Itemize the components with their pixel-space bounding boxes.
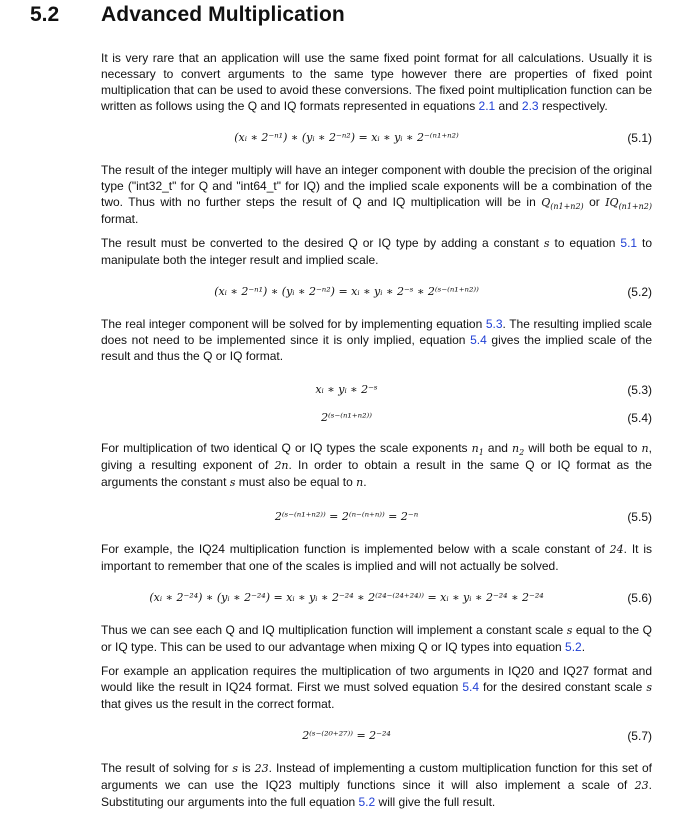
text-run: . It is important to remember that one of the scales is implied and will not actually be solved.: [101, 542, 653, 573]
equation-reference-link[interactable]: 5.4: [470, 333, 487, 347]
equation-5-4: [101, 408, 652, 428]
math-symbol: n: [641, 442, 649, 455]
text-run: to manipulate both the integer result and implied scale.: [101, 236, 653, 267]
math-symbol: 23: [254, 762, 269, 775]
paragraph-mixed-example: [101, 663, 652, 712]
paragraph-real-integer: [101, 316, 652, 364]
equation-reference-link[interactable]: 5.2: [358, 795, 376, 809]
text-run: Thus we can see each Q and IQ multiplication function will implement a constant scale: [101, 623, 567, 637]
math-subscript: 2: [519, 448, 525, 458]
equation-reference-link[interactable]: 5.3: [485, 317, 503, 331]
text-run: is: [237, 761, 255, 775]
equation-5-1: [101, 128, 652, 148]
text-run: The result of the integer multiply will have an integer component with double the precision of the original type ("int32_t" for Q and "int64_t" for IQ) and the implied scale exponents will be a combination of the two. Thus with no further steps the result of Q and IQ multiplication will be in: [101, 163, 652, 209]
text-run: . Substituting our arguments into the full equation: [101, 778, 652, 809]
math-symbol: n: [356, 476, 364, 489]
math-symbol: s: [232, 762, 238, 775]
section-number: 5.2: [30, 3, 60, 26]
text-run: and: [495, 99, 522, 113]
text-run: . Instead of implementing a custom multiplication function for this set of arguments we can use the IQ23 multiply functions since it will also implement a scale of: [101, 761, 652, 792]
text-run: The real integer component will be solved for by implementing equation: [101, 317, 486, 331]
math-symbol: 23: [634, 779, 649, 792]
text-run: equal to the Q or IQ type. This can be used to our advantage when mixing Q or IQ types into equation: [101, 623, 652, 654]
text-run: For multiplication of two identical Q or IQ types the scale exponents: [101, 441, 472, 455]
equation-reference-link[interactable]: 5.4: [462, 680, 479, 694]
math-symbol: s: [566, 624, 573, 637]
paragraph-identical-types: [101, 440, 652, 491]
math-symbol-base: n: [512, 442, 520, 455]
paragraph-iq24-example: [101, 541, 652, 574]
math-symbol: s: [646, 681, 652, 694]
equation-reference-link[interactable]: 5.2: [565, 640, 582, 654]
equation-number: (5.4): [627, 411, 652, 425]
equation-number: (5.1): [627, 131, 652, 145]
math-symbol-base: IQ: [605, 196, 619, 209]
equation-expression: (xᵢ ∗ 2⁻ⁿ¹) ∗ (yᵢ ∗ 2⁻ⁿ²) = xᵢ ∗ yᵢ ∗ 2⁻ˢ ∗ 2⁽ˢ⁻⁽ⁿ¹⁺ⁿ²⁾⁾: [214, 285, 479, 298]
text-run: gives the implied scale of the result and thus the Q or IQ format.: [101, 333, 652, 363]
equation-5-7: [101, 726, 652, 746]
text-run: for the desired constant scale: [479, 680, 647, 694]
text-run: format.: [101, 212, 139, 226]
math-symbol-base: Q: [541, 196, 551, 209]
equation-reference-link[interactable]: 2.3: [521, 99, 539, 113]
equation-reference-link[interactable]: 2.1: [478, 99, 496, 113]
equation-5-3: [101, 380, 652, 400]
text-run: The result must be converted to the desired Q or IQ type by adding a constant: [101, 236, 544, 250]
text-run: or: [583, 195, 606, 209]
section-title: Advanced Multiplication: [101, 3, 345, 26]
equation-number: (5.3): [627, 383, 652, 397]
math-subscript: 1: [478, 448, 484, 458]
math-symbol: [512, 442, 525, 458]
equation-expression: (xᵢ ∗ 2⁻²⁴) ∗ (yᵢ ∗ 2⁻²⁴) = xᵢ ∗ yᵢ ∗ 2⁻²⁴ ∗ 2⁽²⁴⁻⁽²⁴⁺²⁴⁾⁾ = xᵢ ∗ yᵢ ∗ 2⁻²⁴ ∗ 2⁻²⁴: [149, 591, 544, 604]
equation-number: (5.7): [627, 729, 652, 743]
equation-number: (5.2): [627, 285, 652, 299]
text-run: .: [363, 475, 367, 489]
text-run: and: [483, 441, 513, 455]
text-run: respectively.: [538, 99, 608, 113]
equation-number: (5.6): [627, 591, 652, 605]
equation-5-2: [101, 282, 652, 302]
paragraph-intro: [101, 50, 652, 114]
equation-expression: 2⁽ˢ⁻⁽ⁿ¹⁺ⁿ²⁾⁾: [321, 411, 372, 424]
section-header: [30, 3, 669, 33]
text-run: .: [581, 640, 586, 654]
math-symbol: [471, 442, 484, 458]
paragraph-integer-multiply: [101, 162, 652, 227]
math-symbol: [541, 196, 584, 212]
text-run: will give the full result.: [375, 795, 496, 809]
text-run: must also be equal to: [235, 475, 357, 489]
text-run: to equation: [549, 236, 621, 250]
math-symbol: s: [543, 237, 550, 250]
equation-expression: xᵢ ∗ yᵢ ∗ 2⁻ˢ: [315, 383, 378, 396]
math-subscript: (n1+n2): [550, 202, 584, 212]
paragraph-convert: [101, 235, 652, 268]
text-run: that gives us the result in the correct format.: [101, 697, 335, 711]
text-run: , giving a resulting exponent of: [101, 441, 652, 472]
text-run: The result of solving for: [101, 761, 233, 775]
text-run: It is very rare that an application will use the same fixed point format for all calculations. Usually it is necessary to convert arguments to the same type however there are properties of fixed point multiplication that can be used to avoid these conversions. The fixed point multiplication function can be written as follows using the Q and IQ formats represented in equations: [101, 51, 652, 113]
text-run: will both be equal to: [524, 441, 642, 455]
text-run: For example an application requires the multiplication of two arguments in IQ20 and IQ27 format and would like the result in IQ24 format. First we must solved equation: [101, 664, 652, 694]
paragraph-solving-result: [101, 760, 652, 810]
equation-5-6: [101, 588, 652, 608]
math-symbol: 24: [609, 543, 624, 556]
equation-reference-link[interactable]: 5.1: [620, 236, 638, 250]
text-run: . The resulting implied scale does not need to be implemented since it is only implied, equation: [101, 317, 652, 347]
equation-expression: (xᵢ ∗ 2⁻ⁿ¹) ∗ (yᵢ ∗ 2⁻ⁿ²) = xᵢ ∗ yᵢ ∗ 2⁻⁽ⁿ¹⁺ⁿ²⁾: [234, 131, 459, 144]
math-symbol: s: [229, 476, 236, 489]
text-run: For example, the IQ24 multiplication function is implemented below with a scale constant of: [101, 542, 610, 556]
equation-number: (5.5): [627, 510, 652, 524]
equation-5-5: [101, 507, 652, 527]
math-symbol: 2n: [274, 459, 289, 472]
text-run: . In order to obtain a result in the same Q or IQ format as the arguments the constant: [101, 458, 652, 489]
equation-expression: 2⁽ˢ⁻⁽ⁿ¹⁺ⁿ²⁾⁾ = 2⁽ⁿ⁻⁽ⁿ⁺ⁿ⁾⁾ = 2⁻ⁿ: [274, 510, 419, 523]
equation-expression: 2⁽ˢ⁻⁽²⁰⁺²⁷⁾⁾ = 2⁻²⁴: [302, 729, 391, 742]
math-subscript: (n1+n2): [618, 202, 652, 212]
math-symbol-base: n: [471, 442, 479, 455]
section-body: [101, 50, 652, 817]
math-symbol: [605, 196, 652, 212]
paragraph-constant-scale: [101, 622, 652, 655]
